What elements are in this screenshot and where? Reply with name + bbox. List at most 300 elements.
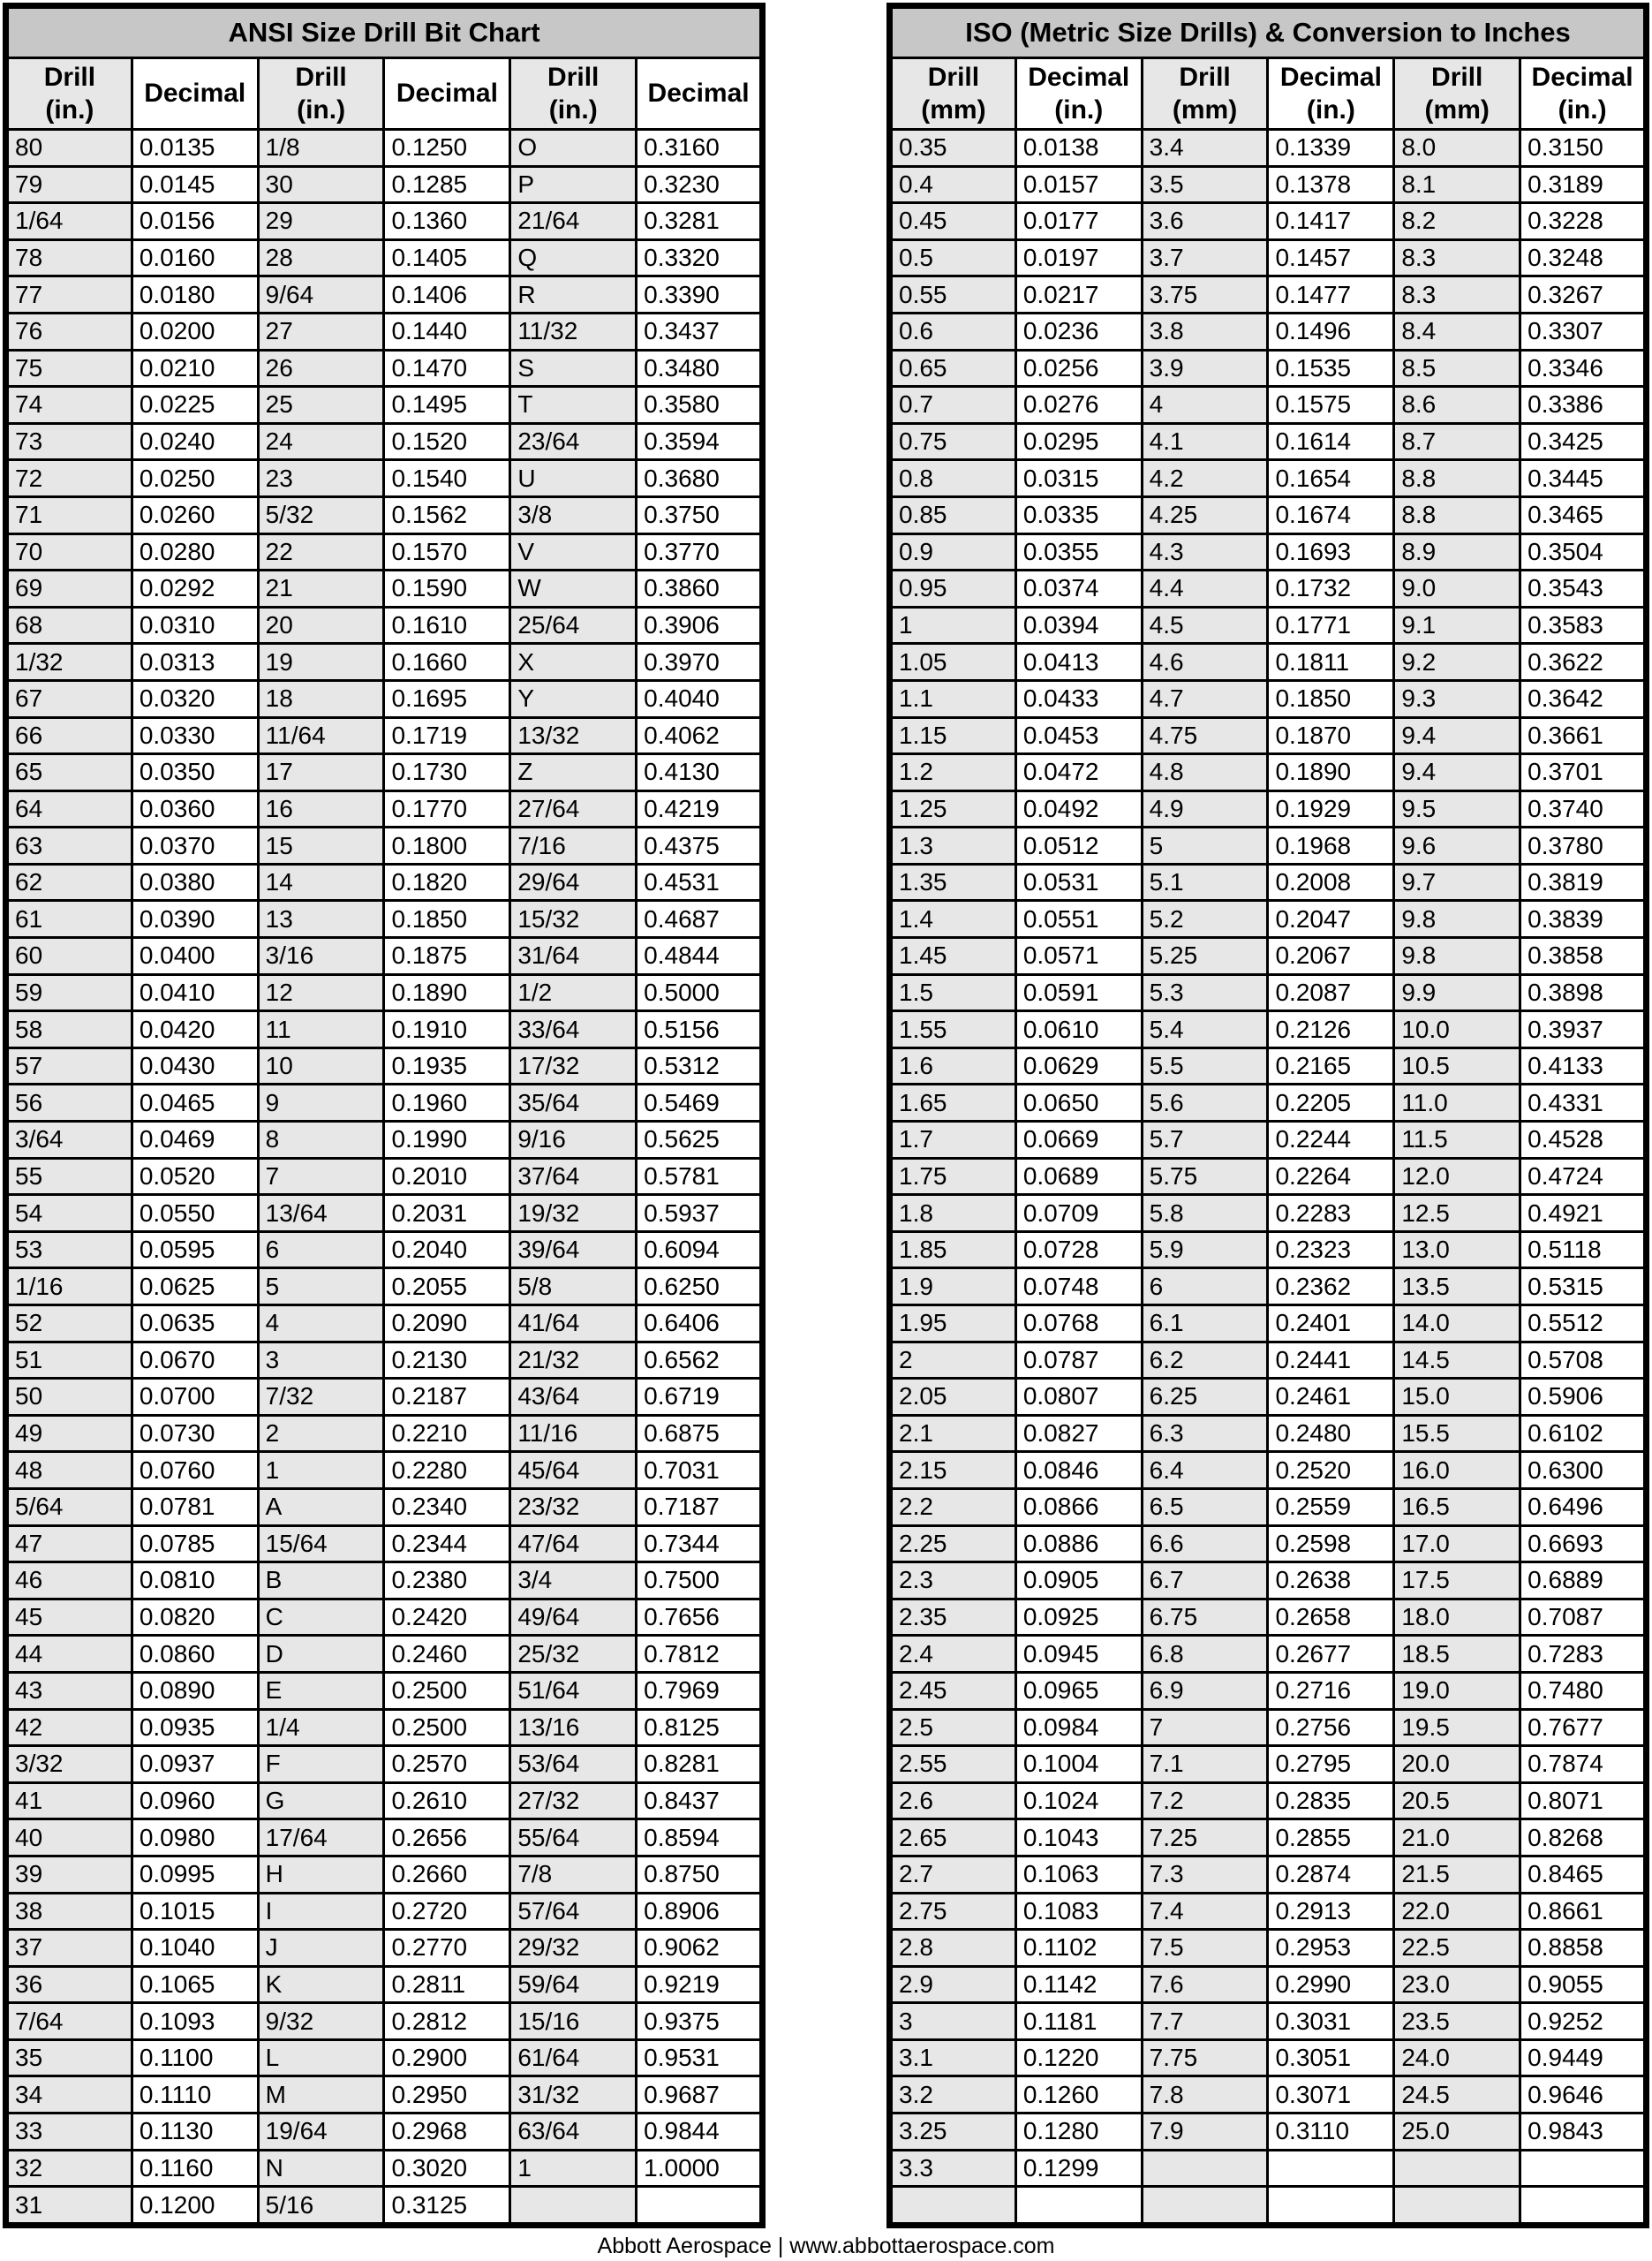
drill-size-cell: 6.9 (1142, 1672, 1268, 1709)
decimal-value-cell: 0.3970 (637, 644, 763, 681)
table-row (890, 2003, 1647, 2040)
drill-size-cell: 17.0 (1394, 1525, 1520, 1562)
drill-size-cell: 9.2 (1394, 644, 1520, 681)
decimal-value-cell: 0.6250 (637, 1268, 763, 1305)
decimal-value-cell: 0.3898 (1520, 974, 1647, 1011)
decimal-value-cell: 0.0827 (1015, 1415, 1142, 1452)
drill-size-cell: 6.5 (1142, 1488, 1268, 1525)
decimal-value-cell: 0.0135 (132, 130, 258, 167)
table-row (890, 496, 1647, 533)
drill-size-cell: 14 (258, 864, 384, 901)
drill-size-cell: 8.3 (1394, 239, 1520, 276)
decimal-value-cell: 0.4375 (637, 828, 763, 865)
drill-size-cell: 1.15 (890, 717, 1016, 754)
decimal-value-cell: 0.8465 (1520, 1856, 1647, 1893)
decimal-value-cell: 0.7812 (637, 1636, 763, 1673)
decimal-value-cell: 0.7656 (637, 1599, 763, 1636)
table-row (890, 1930, 1647, 1967)
drill-size-cell: 4.25 (1142, 496, 1268, 533)
table-row (890, 790, 1647, 828)
drill-size-cell: 4.9 (1142, 790, 1268, 828)
decimal-value-cell: 0.1440 (384, 313, 510, 350)
decimal-value-cell: 0.1654 (1268, 460, 1394, 497)
decimal-value-cell: 0.3465 (1520, 496, 1647, 533)
decimal-value-cell: 0.1040 (132, 1930, 258, 1967)
drill-size-cell: 28 (258, 239, 384, 276)
table-row (890, 1709, 1647, 1746)
drill-size-cell: 1.75 (890, 1158, 1016, 1195)
decimal-value-cell: 0.2047 (1268, 901, 1394, 938)
drill-size-cell: 10.0 (1394, 1011, 1520, 1048)
decimal-value-cell: 0.5625 (637, 1122, 763, 1159)
drill-size-cell: I (258, 1893, 384, 1930)
decimal-value-cell: 0.4921 (1520, 1195, 1647, 1232)
decimal-value-cell: 0.1770 (384, 790, 510, 828)
decimal-value-cell: 0.2420 (384, 1599, 510, 1636)
decimal-value-cell: 0.0413 (1015, 644, 1142, 681)
drill-size-cell (890, 2187, 1016, 2226)
decimal-value-cell: 0.0197 (1015, 239, 1142, 276)
decimal-value-cell: 0.0635 (132, 1305, 258, 1342)
drill-size-cell: 53 (6, 1231, 132, 1268)
decimal-value-cell: 0.7283 (1520, 1636, 1647, 1673)
decimal-value-cell: 0.2165 (1268, 1047, 1394, 1085)
drill-size-cell: 23.0 (1394, 1966, 1520, 2003)
drill-size-cell: 9.3 (1394, 680, 1520, 717)
decimal-value-cell: 0.2720 (384, 1893, 510, 1930)
decimal-value-cell: 0.2040 (384, 1231, 510, 1268)
drill-size-cell: 5/8 (510, 1268, 637, 1305)
drill-size-cell: 5.8 (1142, 1195, 1268, 1232)
decimal-value-cell: 0.4133 (1520, 1047, 1647, 1085)
decimal-value-cell: 0.3228 (1520, 203, 1647, 240)
decimal-value-cell: 0.2660 (384, 1856, 510, 1893)
decimal-value-cell: 0.4844 (637, 938, 763, 975)
decimal-value-cell: 0.0225 (132, 387, 258, 424)
decimal-value-cell: 0.0866 (1015, 1488, 1142, 1525)
decimal-value-cell: 0.2656 (384, 1819, 510, 1856)
decimal-value-cell: 0.3307 (1520, 313, 1647, 350)
drill-size-cell: 14.0 (1394, 1305, 1520, 1342)
decimal-value-cell: 0.2812 (384, 2003, 510, 2040)
table-row (890, 2039, 1647, 2076)
decimal-value-cell: 0.5469 (637, 1085, 763, 1122)
decimal-value-cell: 0.3020 (384, 2150, 510, 2187)
decimal-value-cell: 0.2401 (1268, 1305, 1394, 1342)
drill-size-cell: 3.25 (890, 2114, 1016, 2151)
table-row (6, 1893, 763, 1930)
table-row (6, 1158, 763, 1195)
decimal-value-cell: 1.0000 (637, 2150, 763, 2187)
decimal-value-cell: 0.0160 (132, 239, 258, 276)
drill-size-cell: 1.9 (890, 1268, 1016, 1305)
decimal-value-cell: 0.3937 (1520, 1011, 1647, 1048)
drill-size-cell: 29/32 (510, 1930, 637, 1967)
drill-size-cell: P (510, 166, 637, 203)
drill-size-cell: 4 (258, 1305, 384, 1342)
decimal-value-cell: 0.1110 (132, 2076, 258, 2114)
decimal-value-cell: 0.0960 (132, 1782, 258, 1819)
table-row (6, 1122, 763, 1159)
drill-size-cell: 9/64 (258, 276, 384, 314)
drill-size-cell: 48 (6, 1452, 132, 1489)
table-row (890, 1379, 1647, 1416)
decimal-value-cell: 0.0360 (132, 790, 258, 828)
drill-size-cell: 4.6 (1142, 644, 1268, 681)
decimal-value-cell: 0.9844 (637, 2114, 763, 2151)
drill-size-cell: 3.8 (1142, 313, 1268, 350)
drill-size-cell: 9.7 (1394, 864, 1520, 901)
decimal-value-cell: 0.0669 (1015, 1122, 1142, 1159)
decimal-value-cell: 0.0350 (132, 754, 258, 791)
decimal-value-cell: 0.4219 (637, 790, 763, 828)
drill-size-cell: 1.8 (890, 1195, 1016, 1232)
decimal-value-cell: 0.0571 (1015, 938, 1142, 975)
drill-size-cell: 7 (1142, 1709, 1268, 1746)
drill-size-cell: 2.9 (890, 1966, 1016, 2003)
drill-size-cell: 4.7 (1142, 680, 1268, 717)
decimal-value-cell: 0.8125 (637, 1709, 763, 1746)
drill-size-cell: 21/64 (510, 203, 637, 240)
drill-size-cell: 7/8 (510, 1856, 637, 1893)
drill-size-cell: 35 (6, 2039, 132, 2076)
decimal-value-cell: 0.1339 (1268, 130, 1394, 167)
table-row (6, 901, 763, 938)
table-row (890, 680, 1647, 717)
table-row (890, 1562, 1647, 1599)
decimal-value-cell: 0.0700 (132, 1379, 258, 1416)
drill-size-cell: 19.0 (1394, 1672, 1520, 1709)
decimal-value-cell: 0.0610 (1015, 1011, 1142, 1048)
drill-size-cell: Y (510, 680, 637, 717)
drill-size-cell: 9.9 (1394, 974, 1520, 1011)
drill-size-cell: 13/64 (258, 1195, 384, 1232)
decimal-value-cell: 0.1575 (1268, 387, 1394, 424)
decimal-value-cell: 0.2205 (1268, 1085, 1394, 1122)
table-row (890, 1305, 1647, 1342)
drill-size-cell: 14.5 (1394, 1342, 1520, 1379)
decimal-value-cell: 0.2055 (384, 1268, 510, 1305)
decimal-value-cell: 0.1160 (132, 2150, 258, 2187)
decimal-value-cell: 0.4531 (637, 864, 763, 901)
drill-size-cell: 17 (258, 754, 384, 791)
drill-size-cell: 41/64 (510, 1305, 637, 1342)
decimal-value-cell: 0.9062 (637, 1930, 763, 1967)
drill-size-cell: 24.0 (1394, 2039, 1520, 2076)
drill-size-cell: 25/32 (510, 1636, 637, 1673)
table-row (890, 1011, 1647, 1048)
drill-size-cell: 7/64 (6, 2003, 132, 2040)
table-row (890, 350, 1647, 387)
decimal-value-cell: 0.8858 (1520, 1930, 1647, 1967)
decimal-value-cell: 0.3425 (1520, 423, 1647, 460)
table-row (6, 1268, 763, 1305)
table-row (6, 607, 763, 644)
table-row (6, 571, 763, 608)
drill-size-cell: E (258, 1672, 384, 1709)
decimal-value-cell: 0.3437 (637, 313, 763, 350)
drill-size-cell: 58 (6, 1011, 132, 1048)
decimal-value-cell: 0.8906 (637, 1893, 763, 1930)
decimal-value-cell: 0.3051 (1268, 2039, 1394, 2076)
decimal-value-cell: 0.3504 (1520, 533, 1647, 571)
decimal-value-cell: 0.1990 (384, 1122, 510, 1159)
table-row (890, 1268, 1647, 1305)
drill-size-cell (1394, 2187, 1520, 2226)
decimal-value-cell: 0.0420 (132, 1011, 258, 1048)
drill-size-cell: 17.5 (1394, 1562, 1520, 1599)
decimal-value-cell: 0.3281 (637, 203, 763, 240)
drill-size-cell: 24 (258, 423, 384, 460)
drill-size-cell: 4.2 (1142, 460, 1268, 497)
decimal-value-cell: 0.7480 (1520, 1672, 1647, 1709)
decimal-value-cell: 0.0935 (132, 1709, 258, 1746)
drill-size-cell: 20.5 (1394, 1782, 1520, 1819)
decimal-value-cell: 0.1968 (1268, 828, 1394, 865)
decimal-value-cell: 0.3701 (1520, 754, 1647, 791)
decimal-value-cell: 0.1590 (384, 571, 510, 608)
drill-size-cell: 13 (258, 901, 384, 938)
drill-size-cell: 66 (6, 717, 132, 754)
drill-size-cell: 7/16 (510, 828, 637, 865)
decimal-value-cell: 0.0138 (1015, 130, 1142, 167)
drill-size-cell: D (258, 1636, 384, 1673)
decimal-value-cell: 0.2658 (1268, 1599, 1394, 1636)
decimal-value-cell: 0.5937 (637, 1195, 763, 1232)
decimal-value-cell: 0.0650 (1015, 1085, 1142, 1122)
table-row (890, 2114, 1647, 2151)
drill-size-cell: 0.95 (890, 571, 1016, 608)
decimal-value-cell: 0.7969 (637, 1672, 763, 1709)
decimal-value-cell: 0.0236 (1015, 313, 1142, 350)
ansi-table-title: ANSI Size Drill Bit Chart (6, 6, 763, 58)
drill-size-cell: 64 (6, 790, 132, 828)
drill-size-cell: 27/32 (510, 1782, 637, 1819)
table-row (890, 828, 1647, 865)
drill-size-cell: 6.4 (1142, 1452, 1268, 1489)
decimal-value-cell: 0.0820 (132, 1599, 258, 1636)
drill-size-cell: 7.25 (1142, 1819, 1268, 1856)
drill-size-cell: 3.3 (890, 2150, 1016, 2187)
drill-size-cell: M (258, 2076, 384, 2114)
decimal-value-cell: 0.0945 (1015, 1636, 1142, 1673)
decimal-value-cell: 0.0550 (132, 1195, 258, 1232)
footer-text: Abbott Aerospace | www.abbottaerospace.com (597, 2233, 1055, 2258)
drill-size-cell: 9.5 (1394, 790, 1520, 828)
decimal-value-cell: 0.1200 (132, 2187, 258, 2226)
table-row (6, 1930, 763, 1967)
drill-size-cell: 0.85 (890, 496, 1016, 533)
decimal-value-cell: 0.7874 (1520, 1746, 1647, 1783)
decimal-value-cell: 0.0629 (1015, 1047, 1142, 1085)
decimal-value-cell: 0.4331 (1520, 1085, 1647, 1122)
drill-size-cell: 72 (6, 460, 132, 497)
drill-size-cell: 9.1 (1394, 607, 1520, 644)
drill-size-cell: X (510, 644, 637, 681)
decimal-value-cell: 0.0145 (132, 166, 258, 203)
table-row (890, 1452, 1647, 1489)
decimal-value-cell (1268, 2150, 1394, 2187)
drill-size-cell: 27/64 (510, 790, 637, 828)
decimal-value-cell: 0.0355 (1015, 533, 1142, 571)
decimal-value-cell: 0.0260 (132, 496, 258, 533)
drill-size-cell: 19/64 (258, 2114, 384, 2151)
decimal-value-cell: 0.0886 (1015, 1525, 1142, 1562)
decimal-value-cell: 0.0240 (132, 423, 258, 460)
decimal-value-cell: 0.2344 (384, 1525, 510, 1562)
decimal-value-cell: 0.0410 (132, 974, 258, 1011)
table-row (890, 276, 1647, 314)
drill-size-cell: 33/64 (510, 1011, 637, 1048)
drill-size-cell: 41 (6, 1782, 132, 1819)
table-row (6, 276, 763, 314)
drill-size-cell: 5.2 (1142, 901, 1268, 938)
table-row (6, 864, 763, 901)
drill-size-cell: L (258, 2039, 384, 2076)
decimal-value-cell: 0.0453 (1015, 717, 1142, 754)
drill-size-cell: 6.7 (1142, 1562, 1268, 1599)
drill-size-cell: 1.05 (890, 644, 1016, 681)
decimal-value-cell: 0.0400 (132, 938, 258, 975)
decimal-value-cell: 0.1043 (1015, 1819, 1142, 1856)
decimal-value-cell: 0.3320 (637, 239, 763, 276)
drill-size-cell: 6.1 (1142, 1305, 1268, 1342)
decimal-value-cell: 0.0787 (1015, 1342, 1142, 1379)
drill-size-cell: 17/64 (258, 1819, 384, 1856)
decimal-value-cell: 0.2090 (384, 1305, 510, 1342)
decimal-value-cell: 0.1142 (1015, 1966, 1142, 2003)
drill-size-cell: 57/64 (510, 1893, 637, 1930)
table-row (6, 2076, 763, 2114)
drill-size-cell: 15.0 (1394, 1379, 1520, 1416)
drill-size-cell: 5.75 (1142, 1158, 1268, 1195)
drill-size-cell: 11 (258, 1011, 384, 1048)
drill-size-cell: 3/16 (258, 938, 384, 975)
drill-size-cell: 75 (6, 350, 132, 387)
drill-size-cell: 1.4 (890, 901, 1016, 938)
decimal-value-cell: 0.7087 (1520, 1599, 1647, 1636)
drill-size-cell: 59 (6, 974, 132, 1011)
drill-size-cell: 38 (6, 1893, 132, 1930)
drill-size-cell: 73 (6, 423, 132, 460)
drill-size-cell: 5/64 (6, 1488, 132, 1525)
drill-size-cell: 7/32 (258, 1379, 384, 1416)
table-row (890, 460, 1647, 497)
drill-size-cell: 1/64 (6, 203, 132, 240)
table-row (6, 350, 763, 387)
drill-size-cell: 0.7 (890, 387, 1016, 424)
drill-size-cell: 2.6 (890, 1782, 1016, 1819)
decimal-value-cell: 0.1935 (384, 1047, 510, 1085)
drill-size-cell: 21/32 (510, 1342, 637, 1379)
decimal-value-cell: 0.0551 (1015, 901, 1142, 938)
drill-size-cell: 15 (258, 828, 384, 865)
drill-size-cell: 22 (258, 533, 384, 571)
drill-size-cell: 30 (258, 166, 384, 203)
drill-size-cell: 15/64 (258, 1525, 384, 1562)
drill-size-cell: 3.2 (890, 2076, 1016, 2114)
ansi-drill-table (3, 3, 766, 2228)
decimal-value-cell: 0.0394 (1015, 607, 1142, 644)
decimal-value-cell: 0.3031 (1268, 2003, 1394, 2040)
decimal-value-cell: 0.1130 (132, 2114, 258, 2151)
table-row (890, 644, 1647, 681)
drill-size-cell: 9/16 (510, 1122, 637, 1159)
drill-size-cell: 0.35 (890, 130, 1016, 167)
drill-size-cell: 77 (6, 276, 132, 314)
table-row (6, 1525, 763, 1562)
drill-size-cell: 2.7 (890, 1856, 1016, 1893)
decimal-value-cell: 0.3230 (637, 166, 763, 203)
decimal-value-cell: 0.0390 (132, 901, 258, 938)
table-row (890, 1893, 1647, 1930)
decimal-value-cell: 0.0310 (132, 607, 258, 644)
decimal-value-cell: 0.4040 (637, 680, 763, 717)
decimal-value-cell: 0.2770 (384, 1930, 510, 1967)
drill-size-cell: 29/64 (510, 864, 637, 901)
decimal-value-cell: 0.6889 (1520, 1562, 1647, 1599)
drill-size-cell: 7.75 (1142, 2039, 1268, 2076)
decimal-value-cell: 0.2480 (1268, 1415, 1394, 1452)
drill-size-cell: G (258, 1782, 384, 1819)
decimal-value-cell: 0.0925 (1015, 1599, 1142, 1636)
drill-size-cell: 67 (6, 680, 132, 717)
decimal-value-cell: 0.0625 (132, 1268, 258, 1305)
drill-size-cell: 4.8 (1142, 754, 1268, 791)
drill-size-cell: 9.8 (1394, 901, 1520, 938)
decimal-value-cell: 0.9531 (637, 2039, 763, 2076)
decimal-value-cell: 0.3858 (1520, 938, 1647, 975)
decimal-value-cell: 0.8071 (1520, 1782, 1647, 1819)
drill-size-cell: 7.7 (1142, 2003, 1268, 2040)
decimal-value-cell: 0.9055 (1520, 1966, 1647, 2003)
drill-size-cell: 29 (258, 203, 384, 240)
drill-size-cell: 7.1 (1142, 1746, 1268, 1783)
drill-size-cell: 52 (6, 1305, 132, 1342)
decimal-value-cell: 0.1065 (132, 1966, 258, 2003)
decimal-value-cell: 0.2500 (384, 1672, 510, 1709)
drill-size-cell: 5/16 (258, 2187, 384, 2226)
table-row (890, 864, 1647, 901)
decimal-value-cell: 0.1820 (384, 864, 510, 901)
decimal-value-cell: 0.0807 (1015, 1379, 1142, 1416)
table-row (890, 1599, 1647, 1636)
decimal-value-cell: 0.0465 (132, 1085, 258, 1122)
decimal-value-cell: 0.1406 (384, 276, 510, 314)
decimal-value-cell (1268, 2187, 1394, 2226)
drill-size-cell: R (510, 276, 637, 314)
decimal-value-cell: 0.2610 (384, 1782, 510, 1819)
table-row (6, 203, 763, 240)
iso-drill-table (886, 3, 1649, 2228)
decimal-value-cell: 0.6693 (1520, 1525, 1647, 1562)
decimal-value-cell: 0.1614 (1268, 423, 1394, 460)
drill-size-cell: 6 (1142, 1268, 1268, 1305)
decimal-value-cell: 0.1890 (1268, 754, 1394, 791)
decimal-value-cell: 0.8268 (1520, 1819, 1647, 1856)
decimal-value-cell: 0.5118 (1520, 1231, 1647, 1268)
decimal-value-cell: 0.1771 (1268, 607, 1394, 644)
drill-size-cell: 13/32 (510, 717, 637, 754)
table-row (890, 1231, 1647, 1268)
decimal-value-cell: 0.8750 (637, 1856, 763, 1893)
drill-size-cell: 6.2 (1142, 1342, 1268, 1379)
drill-size-cell (510, 2187, 637, 2226)
decimal-value-cell: 0.0256 (1015, 350, 1142, 387)
table-row (890, 2076, 1647, 2114)
drill-size-cell: 13/16 (510, 1709, 637, 1746)
decimal-value-cell: 0.1250 (384, 130, 510, 167)
